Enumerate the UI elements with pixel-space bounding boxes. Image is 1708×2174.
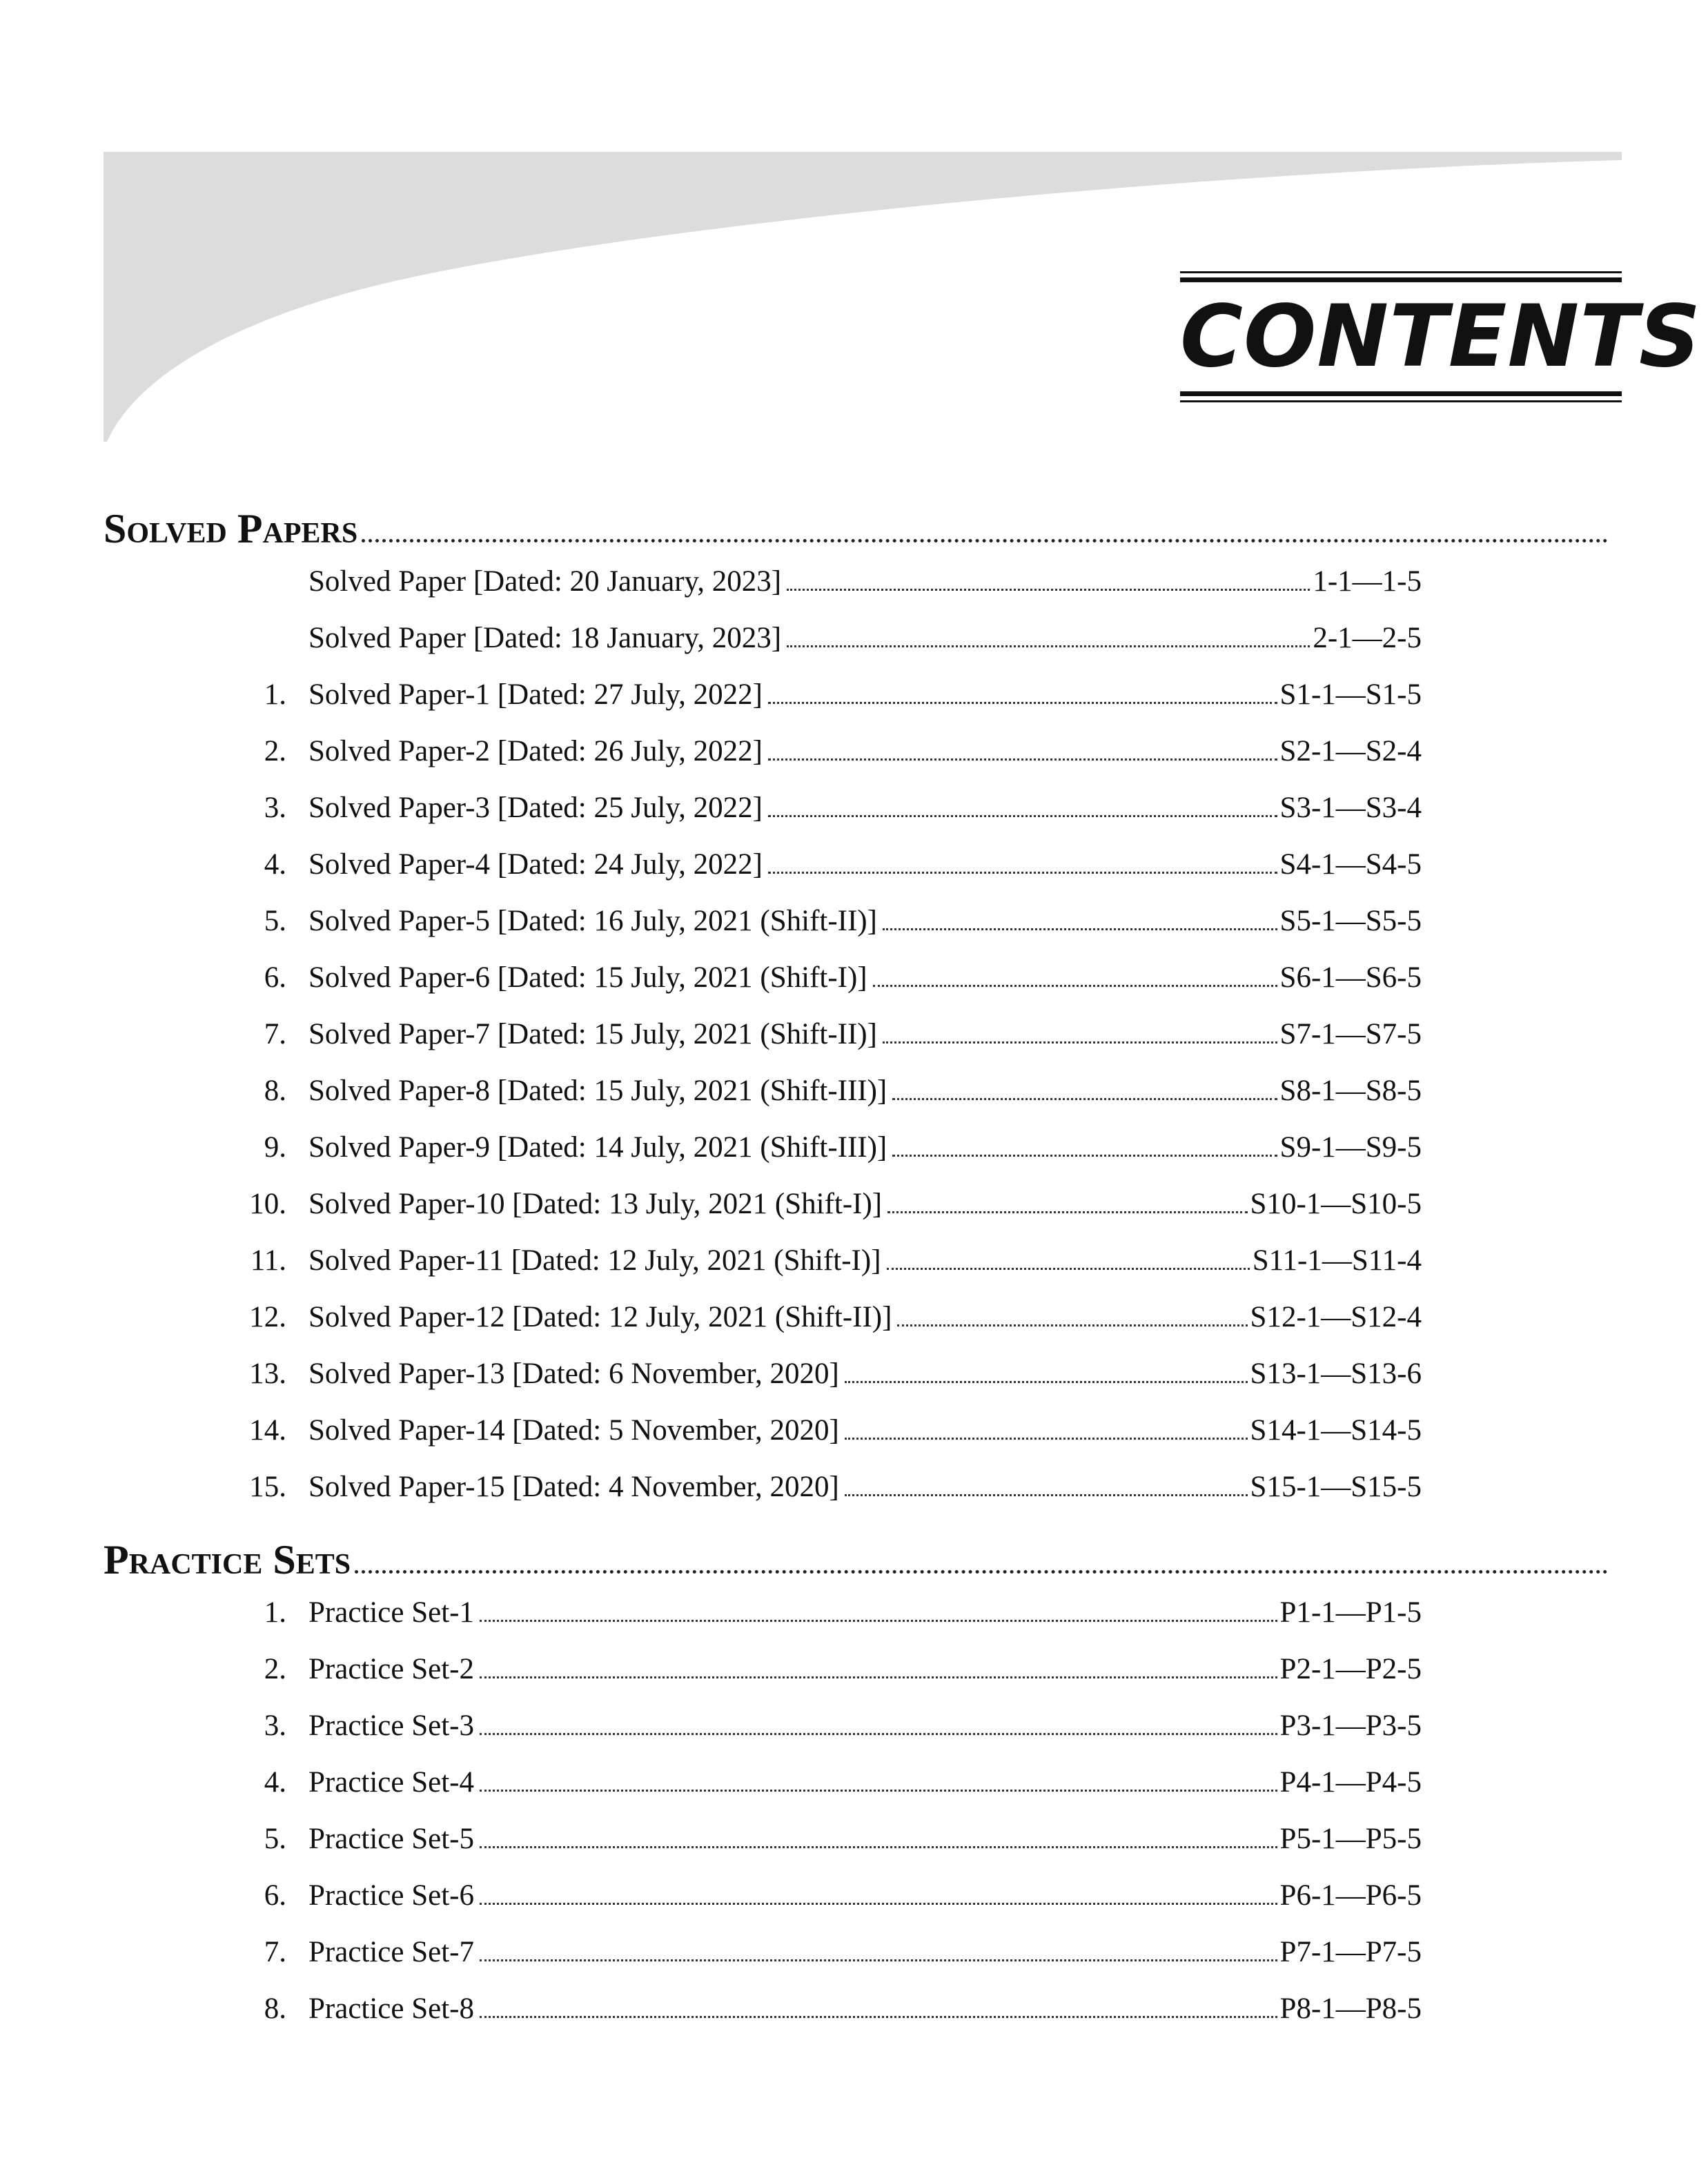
- entry-title: Solved Paper-1 [Dated: 27 July, 2022]: [308, 678, 763, 711]
- toc-entry[interactable]: [221, 1470, 1422, 1527]
- toc-entry[interactable]: [221, 621, 1422, 678]
- dot-leader: [362, 539, 1608, 542]
- section-title: Practice Sets: [104, 1537, 351, 1583]
- entry-number: 8.: [264, 1075, 286, 1107]
- toc-entry[interactable]: [221, 734, 1422, 791]
- entry-title: Practice Set-6: [308, 1879, 474, 1912]
- dot-leader: [480, 1676, 1277, 1678]
- toc-entry[interactable]: [221, 1765, 1422, 1822]
- dot-leader: [768, 815, 1277, 817]
- entry-title: Practice Set-8: [308, 1992, 474, 2025]
- title-bottom-rule-thick: [1180, 391, 1622, 396]
- entry-title: Solved Paper-5 [Dated: 16 July, 2021 (Shift-II)]: [308, 905, 877, 937]
- toc-entry[interactable]: [221, 1187, 1422, 1244]
- toc-entry[interactable]: [221, 678, 1422, 734]
- toc-entry[interactable]: [221, 961, 1422, 1017]
- entry-pages: P2-1—P2-5: [1279, 1653, 1422, 1685]
- dot-leader: [845, 1494, 1248, 1496]
- toc-entry[interactable]: [221, 1413, 1422, 1470]
- dot-leader: [887, 1268, 1250, 1270]
- entry-number: 1.: [264, 678, 286, 711]
- toc-entry[interactable]: [221, 848, 1422, 904]
- page-title: CONTENTS: [1180, 287, 1702, 386]
- entry-pages: S5-1—S5-5: [1279, 905, 1422, 937]
- title-top-rule-thick: [1180, 277, 1622, 282]
- dot-leader: [787, 589, 1310, 591]
- entry-title: Practice Set-1: [308, 1596, 474, 1629]
- entry-pages: P1-1—P1-5: [1279, 1596, 1422, 1629]
- entry-title: Solved Paper-9 [Dated: 14 July, 2021 (Shift-III)]: [308, 1131, 887, 1164]
- entry-title: Practice Set-4: [308, 1766, 474, 1799]
- dot-leader: [355, 1570, 1608, 1574]
- toc-entry[interactable]: [221, 791, 1422, 848]
- toc-entry[interactable]: [221, 1074, 1422, 1130]
- entry-title: Practice Set-5: [308, 1823, 474, 1855]
- entry-pages: S12-1—S12-4: [1250, 1301, 1422, 1333]
- toc-entry[interactable]: [221, 1300, 1422, 1357]
- entry-title: Practice Set-3: [308, 1710, 474, 1742]
- entry-number: 12.: [249, 1301, 286, 1333]
- entry-pages: S7-1—S7-5: [1279, 1018, 1422, 1050]
- entry-pages: S15-1—S15-5: [1250, 1471, 1422, 1503]
- entry-number: 15.: [249, 1471, 286, 1503]
- entry-number: 3.: [264, 792, 286, 824]
- dot-leader: [883, 1041, 1277, 1044]
- toc-entry[interactable]: [221, 1596, 1422, 1652]
- dot-leader: [480, 1790, 1277, 1792]
- entry-number: 2.: [264, 735, 286, 767]
- section-title: Solved Papers: [104, 506, 358, 551]
- dot-leader: [480, 1903, 1277, 1905]
- entry-number: 5.: [264, 905, 286, 937]
- entry-number: 6.: [264, 1879, 286, 1912]
- toc-entry[interactable]: [221, 1244, 1422, 1300]
- entry-pages: S1-1—S1-5: [1279, 678, 1422, 711]
- entry-title: Solved Paper-15 [Dated: 4 November, 2020]: [308, 1471, 839, 1503]
- entry-pages: P5-1—P5-5: [1279, 1823, 1422, 1855]
- entry-title: Solved Paper-8 [Dated: 15 July, 2021 (Shift-III)]: [308, 1075, 887, 1107]
- dot-leader: [768, 758, 1277, 761]
- entry-title: Practice Set-7: [308, 1936, 474, 1968]
- dot-leader: [897, 1324, 1247, 1326]
- entry-number: 8.: [264, 1992, 286, 2025]
- entry-number: 2.: [264, 1653, 286, 1685]
- entry-title: Solved Paper-10 [Dated: 13 July, 2021 (Shift-I)]: [308, 1188, 883, 1220]
- toc-entry[interactable]: [221, 1130, 1422, 1187]
- entry-pages: 2-1—2-5: [1313, 622, 1422, 654]
- dot-leader: [887, 1211, 1247, 1213]
- section-heading-practice-sets[interactable]: [104, 1536, 1608, 1584]
- entry-number: 11.: [250, 1244, 286, 1277]
- entry-pages: S9-1—S9-5: [1279, 1131, 1422, 1164]
- dot-leader: [873, 985, 1277, 987]
- entry-title: Solved Paper [Dated: 20 January, 2023]: [308, 565, 782, 598]
- entry-pages: S2-1—S2-4: [1279, 735, 1422, 767]
- dot-leader: [883, 928, 1277, 930]
- entry-number: 7.: [264, 1018, 286, 1050]
- toc-entry[interactable]: [221, 565, 1422, 621]
- entry-title: Solved Paper-3 [Dated: 25 July, 2022]: [308, 792, 763, 824]
- entry-number: 3.: [264, 1710, 286, 1742]
- entry-pages: P3-1—P3-5: [1279, 1710, 1422, 1742]
- entry-title: Solved Paper-11 [Dated: 12 July, 2021 (Shift-I)]: [308, 1244, 881, 1277]
- entry-pages: P6-1—P6-5: [1279, 1879, 1422, 1912]
- toc-entry[interactable]: [221, 1652, 1422, 1709]
- toc-entry[interactable]: [221, 1879, 1422, 1935]
- entry-pages: 1-1—1-5: [1313, 565, 1422, 598]
- dot-leader: [845, 1381, 1248, 1383]
- dot-leader: [480, 1959, 1277, 1961]
- entry-pages: S13-1—S13-6: [1250, 1358, 1422, 1390]
- entry-number: 7.: [264, 1936, 286, 1968]
- entry-number: 9.: [264, 1131, 286, 1164]
- entry-title: Solved Paper-2 [Dated: 26 July, 2022]: [308, 735, 763, 767]
- section-heading-solved-papers[interactable]: [104, 505, 1608, 553]
- entry-title: Practice Set-2: [308, 1653, 474, 1685]
- entry-number: 14.: [249, 1414, 286, 1447]
- entry-pages: P7-1—P7-5: [1279, 1936, 1422, 1968]
- entry-pages: S4-1—S4-5: [1279, 848, 1422, 881]
- dot-leader: [480, 2016, 1277, 2018]
- entry-title: Solved Paper-14 [Dated: 5 November, 2020]: [308, 1414, 839, 1447]
- entry-number: 6.: [264, 961, 286, 994]
- entry-title: Solved Paper-7 [Dated: 15 July, 2021 (Shift-II)]: [308, 1018, 877, 1050]
- dot-leader: [845, 1438, 1248, 1440]
- entry-pages: S11-1—S11-4: [1252, 1244, 1422, 1277]
- dot-leader: [892, 1155, 1277, 1157]
- entry-number: 4.: [264, 1766, 286, 1799]
- title-bottom-rule-thin: [1180, 400, 1622, 402]
- entry-title: Solved Paper-12 [Dated: 12 July, 2021 (Shift-II)]: [308, 1301, 892, 1333]
- entry-title: Solved Paper-6 [Dated: 15 July, 2021 (Shift-I)]: [308, 961, 867, 994]
- entry-number: 13.: [249, 1358, 286, 1390]
- entry-pages: S8-1—S8-5: [1279, 1075, 1422, 1107]
- toc-entry[interactable]: [221, 1822, 1422, 1879]
- dot-leader: [768, 872, 1277, 874]
- header-banner-graphic: [0, 0, 1708, 483]
- entry-number: 5.: [264, 1823, 286, 1855]
- entry-title: Solved Paper [Dated: 18 January, 2023]: [308, 622, 782, 654]
- entry-pages: S3-1—S3-4: [1279, 792, 1422, 824]
- dot-leader: [480, 1846, 1277, 1848]
- entry-title: Solved Paper-4 [Dated: 24 July, 2022]: [308, 848, 763, 881]
- dot-leader: [787, 645, 1310, 647]
- entry-title: Solved Paper-13 [Dated: 6 November, 2020]: [308, 1358, 839, 1390]
- entry-pages: S10-1—S10-5: [1250, 1188, 1422, 1220]
- toc-entry[interactable]: [221, 1992, 1422, 2048]
- entry-pages: S14-1—S14-5: [1250, 1414, 1422, 1447]
- toc-entry[interactable]: [221, 1935, 1422, 1992]
- entry-number: 4.: [264, 848, 286, 881]
- toc-entry[interactable]: [221, 1017, 1422, 1074]
- dot-leader: [480, 1733, 1277, 1735]
- entry-pages: S6-1—S6-5: [1279, 961, 1422, 994]
- toc-entry[interactable]: [221, 1357, 1422, 1413]
- dot-leader: [480, 1620, 1277, 1622]
- dot-leader: [892, 1098, 1277, 1100]
- dot-leader: [768, 702, 1277, 704]
- entry-number: 1.: [264, 1596, 286, 1629]
- entry-pages: P4-1—P4-5: [1279, 1766, 1422, 1799]
- entry-pages: P8-1—P8-5: [1279, 1992, 1422, 2025]
- toc-entry[interactable]: [221, 904, 1422, 961]
- entry-number: 10.: [249, 1188, 286, 1220]
- toc-entry[interactable]: [221, 1709, 1422, 1765]
- contents-title-block: [1180, 271, 1702, 402]
